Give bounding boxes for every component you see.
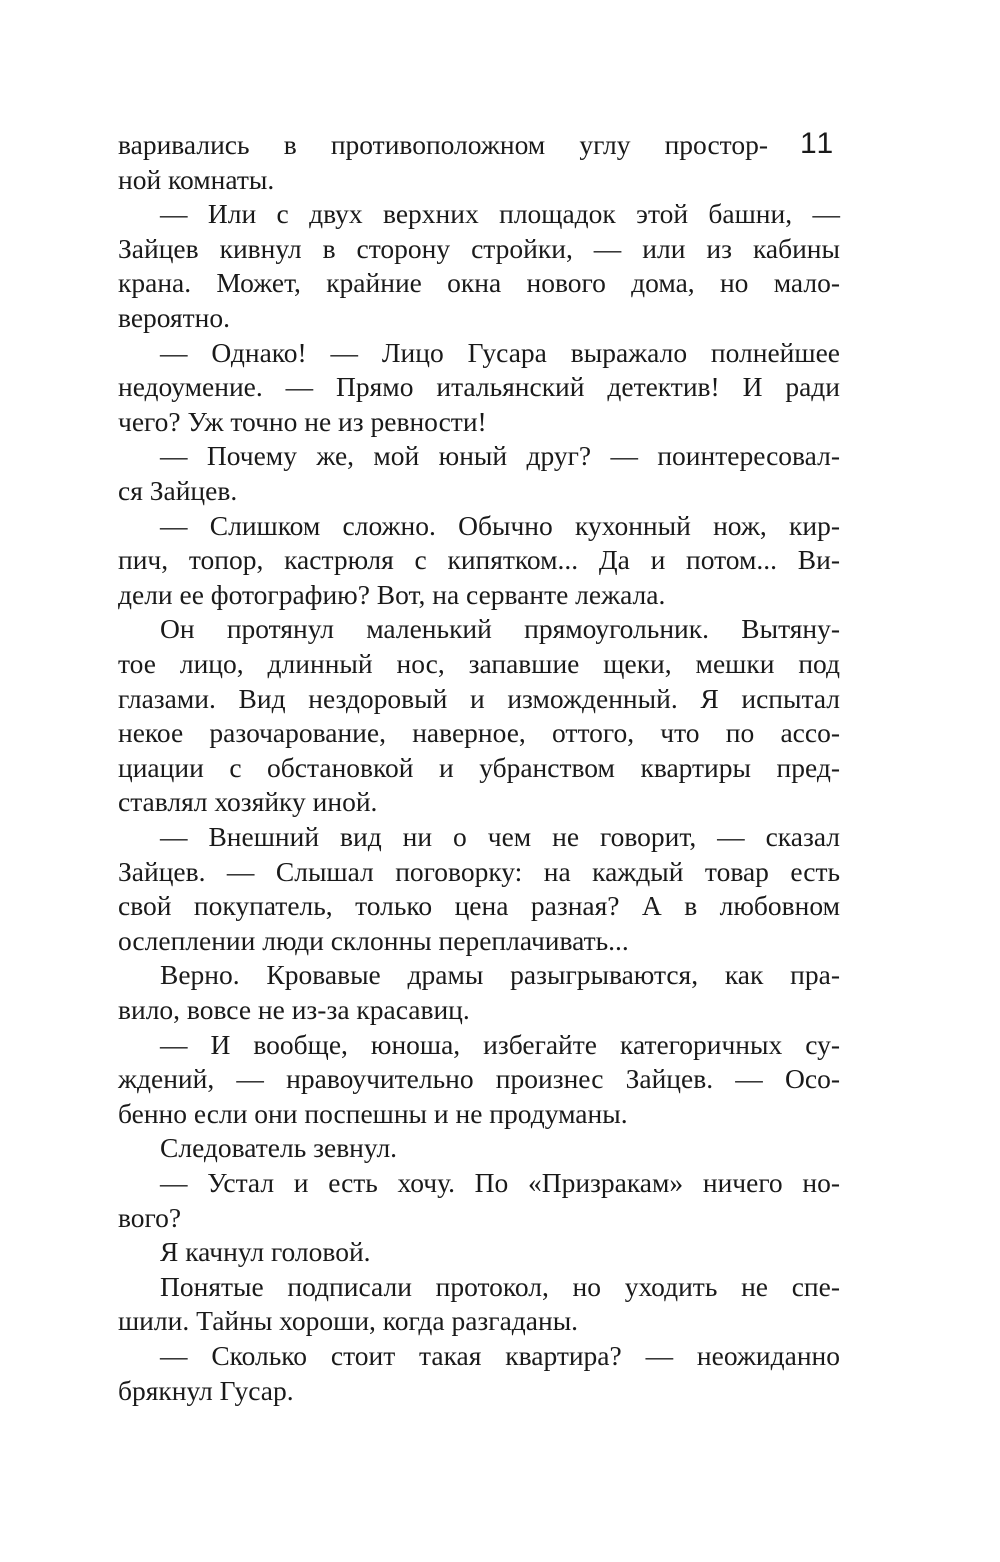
text-line: ослеплении люди склонны переплачивать... — [118, 924, 629, 956]
text-line: — Однако! — Лицо Гусара выражало полнейшее — [160, 336, 840, 368]
text-line: свой покупатель, только цена разная? А в любовном — [118, 890, 840, 922]
text-line: глазами. Вид нездоровый и изможденный. Я испытал — [118, 682, 840, 714]
text-line: — И вообще, юноша, избегайте категоричных су- — [160, 1028, 840, 1060]
text-line: шили. Тайны хороши, когда разгаданы. — [118, 1305, 579, 1337]
text-line: — Слишком сложно. Обычно кухонный нож, кир- — [160, 509, 840, 541]
text-line: Я качнул головой. — [160, 1236, 371, 1268]
text-line: циации с обстановкой и убранством квартиры пред- — [118, 751, 840, 783]
text-line: — Внешний вид ни о чем не говорит, — сказал — [160, 821, 840, 852]
text-line: крана. Может, крайние окна нового дома, но мало- — [118, 267, 840, 299]
text-line: вого? — [118, 1201, 182, 1233]
text-line: Зайцев. — Слышал поговорку: на каждый товар есть — [118, 855, 840, 887]
text-line: — Устал и есть хочу. По «Призракам» ничего но- — [160, 1167, 840, 1198]
text-line: Зайцев кивнул в сторону стройки, — или из кабины — [118, 232, 840, 264]
text-line: чего? Уж точно не из ревности! — [118, 405, 487, 437]
text-line: — Сколько стоит такая квартира? — неожиданно — [160, 1340, 840, 1371]
text-line: Следователь зевнул. — [160, 1132, 398, 1164]
text-line: ся Зайцев. — [118, 475, 238, 506]
text-line: дели ее фотографию? Вот, на серванте лежала. — [118, 578, 666, 610]
text-line: Он протянул маленький прямоугольник. Вытяну- — [160, 613, 840, 645]
text-line: пич, топор, кастрюля с кипятком... Да и потом... Ви- — [118, 544, 840, 576]
text-line: Верно. Кровавые драмы разыгрываются, как пра- — [160, 959, 840, 991]
text-line: бенно если они поспешны и не продуманы. — [118, 1097, 628, 1129]
text-line: вило, вовсе не из-за красавиц. — [118, 994, 470, 1025]
text-line: ждений, — нравоучительно произнес Зайцев. — Осо- — [118, 1063, 840, 1095]
text-line: — Почему же, мой юный друг? — поинтересовал- — [160, 440, 840, 472]
text-line: ставлял хозяйку иной. — [118, 786, 378, 818]
text-line: варивались в противоположном углу простор- — [118, 129, 768, 160]
text-line: тое лицо, длинный нос, запавшие щеки, мешки под — [118, 648, 840, 679]
text-line: вероятно. — [118, 302, 231, 333]
text-line: ной комнаты. — [118, 163, 275, 195]
text-line: — Или с двух верхних площадок этой башни, — — [160, 198, 840, 230]
text-line: недоумение. — Прямо итальянский детектив! И ради — [118, 371, 840, 403]
page-number: 11 — [800, 127, 836, 160]
text-line: Понятые подписали протокол, но уходить не спе- — [160, 1270, 840, 1302]
text-line: брякнул Гусар. — [118, 1374, 294, 1406]
text-line: некое разочарование, наверное, оттого, что по ассо- — [118, 717, 840, 749]
